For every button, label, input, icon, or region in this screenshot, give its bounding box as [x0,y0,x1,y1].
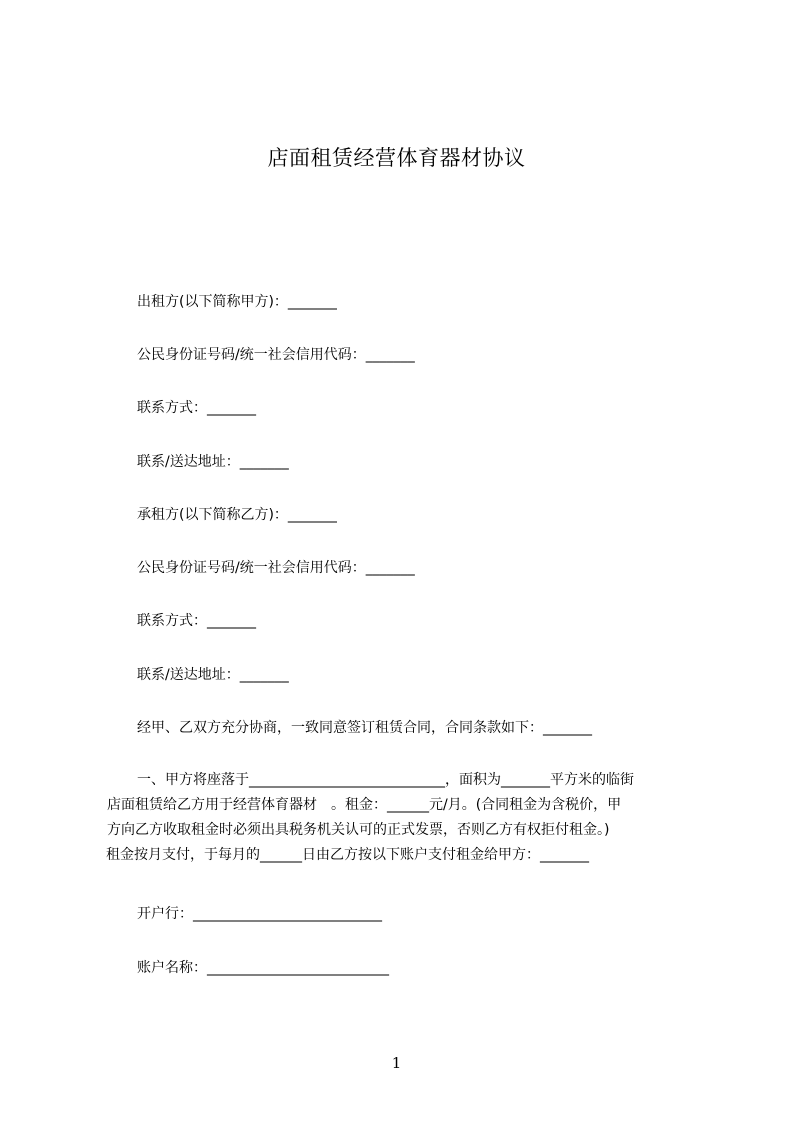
agreement-intro-line: 经甲、乙双方充分协商，一致同意签订租赁合同，合同条款如下：_______ [137,720,592,736]
clause-one-paragraph [106,768,658,868]
lessee-name-line: 承租方(以下简称乙方)：_______ [137,507,337,523]
lessee-address-line: 联系/送达地址：_______ [137,667,289,683]
lessor-address-line: 联系/送达地址：_______ [137,454,289,470]
lessor-contact-line: 联系方式：_______ [137,400,256,416]
bank-line: 开户行：___________________________ [137,906,382,922]
clause-one-line-2: 店面租赁给乙方用于经营体育器材 。租金：______元/月。(合同租金为含税价，甲 [107,797,622,813]
lessor-id-line: 公民身份证号码/统一社会信用代码：_______ [137,347,415,363]
lessor-name-line: 出租方(以下简称甲方)：_______ [137,294,337,310]
document-title: 店面租赁经营体育器材协议 [267,146,526,170]
lessee-contact-line: 联系方式：_______ [137,613,256,629]
page-number: 1 [391,1054,402,1072]
account-name-line: 账户名称：__________________________ [137,960,389,976]
clause-one-line-1: 一、甲方将座落于____________________________，面积为_______平方米的临街 [137,772,634,788]
clause-one-line-4: 租金按月支付，于每月的______日由乙方按以下账户支付租金给甲方：_______ [106,847,589,863]
lessee-id-line: 公民身份证号码/统一社会信用代码：_______ [137,560,415,576]
clause-one-line-3: 方向乙方收取租金时必须出具税务机关认可的正式发票，否则乙方有权拒付租金。) [107,822,610,838]
